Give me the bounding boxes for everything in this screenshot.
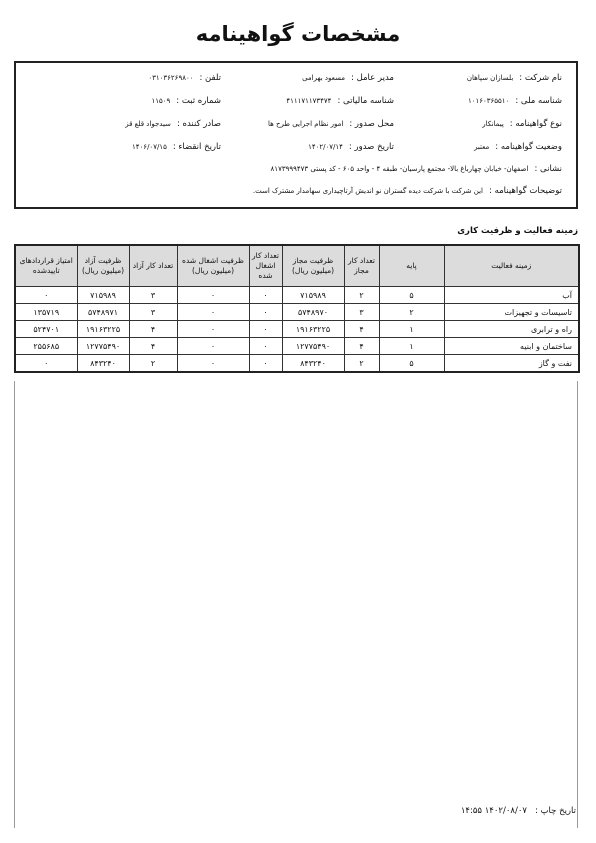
print-date-value: ۱۴۰۲/۰۸/۰۷ ۱۴:۵۵ <box>460 806 527 816</box>
header-activity-field: زمینه فعالیت <box>444 245 579 287</box>
cell-occupied-count: ۰ <box>249 304 282 321</box>
header-free-capacity: ظرفیت آزاد (میلیون ریال) <box>77 245 129 287</box>
header-occupied-capacity: ظرفیت اشغال شده (میلیون ریال) <box>177 245 249 287</box>
cert-type-label: نوع گواهینامه : <box>509 119 562 129</box>
company-name-label: نام شرکت : <box>519 73 562 83</box>
manager-label: مدیر عامل : <box>351 73 394 83</box>
issuer-field <box>125 119 221 129</box>
cert-status-value: معتبر <box>474 143 490 151</box>
activity-table-wrap <box>14 244 578 373</box>
cell-approved-score: ۱۳۵۷۱۹ <box>15 304 77 321</box>
national-id-value: ۱۰۱۶۰۳۶۵۵۱۰ <box>467 97 510 105</box>
cert-status-label: وضعیت گواهینامه : <box>495 142 562 152</box>
cell-occupied-capacity: ۰ <box>177 338 249 355</box>
cell-grade: ۵ <box>379 355 444 373</box>
cell-occupied-capacity: ۰ <box>177 287 249 304</box>
cell-activity: تاسیسات و تجهیزات <box>444 304 579 321</box>
header-grade: پایه <box>379 245 444 287</box>
company-name-field <box>467 73 562 83</box>
phone-field <box>148 73 221 83</box>
cell-allowed-count: ۴ <box>344 321 379 338</box>
address-label: نشانی : <box>534 164 562 174</box>
cell-free-count: ۲ <box>129 355 177 373</box>
manager-field <box>302 73 394 83</box>
cell-occupied-count: ۰ <box>249 338 282 355</box>
phone-value: ۰۳۱۰۳۶۲۶۹۸۰۰ <box>148 74 194 82</box>
issue-place-label: محل صدور : <box>349 119 394 129</box>
reg-no-label: شماره ثبت : <box>176 96 221 106</box>
cell-activity: نفت و گاز <box>444 355 579 373</box>
cell-allowed-capacity: ۱۹۱۶۳۲۲۵ <box>282 321 344 338</box>
expiry-date-label: تاریخ انقضاء : <box>172 142 221 152</box>
issuer-label: صادر کننده : <box>176 119 221 129</box>
manager-value: مسعود بهرامی <box>302 74 345 82</box>
certificate-info-box <box>14 61 578 209</box>
cell-allowed-count: ۳ <box>344 304 379 321</box>
description-value: این شرکت با شرکت دیده گستران نو اندیش آرتاچیداری سهامدار مشترک است. <box>252 187 483 195</box>
cell-free-capacity: ۷۱۵۹۸۹ <box>77 287 129 304</box>
cell-approved-score: ۰ <box>15 287 77 304</box>
cert-type-value: پیمانکار <box>482 120 504 128</box>
reg-no-field <box>151 96 221 106</box>
print-date-label: تاریخ چاپ : <box>534 806 576 816</box>
expiry-date-value: ۱۴۰۶/۰۷/۱۵ <box>132 143 167 151</box>
phone-label: تلفن : <box>199 73 221 83</box>
cell-occupied-count: ۰ <box>249 287 282 304</box>
issuer-value: سیدجواد قلع قز <box>125 120 171 128</box>
company-name-value: بلسازان سپاهان <box>466 74 514 82</box>
header-occupied-count: تعداد کار اشغال شده <box>249 245 282 287</box>
cell-approved-score: ۵۲۴۷۰۱ <box>15 321 77 338</box>
description-field <box>253 186 562 196</box>
header-allowed-count: تعداد کار مجاز <box>344 245 379 287</box>
expiry-date-field <box>132 142 221 152</box>
section-title: زمینه فعالیت و ظرفیت کاری <box>457 226 578 236</box>
page-frame <box>14 381 578 828</box>
table-row <box>15 287 579 304</box>
cell-free-count: ۳ <box>129 304 177 321</box>
cell-allowed-count: ۲ <box>344 287 379 304</box>
header-allowed-capacity: ظرفیت مجاز (میلیون ریال) <box>282 245 344 287</box>
issue-date-field <box>308 142 394 152</box>
cell-approved-score: ۲۵۵۶۸۵ <box>15 338 77 355</box>
cell-activity: آب <box>444 287 579 304</box>
cell-allowed-count: ۴ <box>344 338 379 355</box>
cell-free-capacity: ۱۲۷۷۵۴۹۰ <box>77 338 129 355</box>
reg-no-value: ۱۱۵۰۹ <box>151 97 171 105</box>
issue-date-label: تاریخ صدور : <box>348 142 394 152</box>
tax-id-field <box>286 96 394 106</box>
cell-grade: ۵ <box>379 287 444 304</box>
print-date-field <box>461 806 576 816</box>
address-value: اصفهان- خیابان چهارباغ بالا- مجتمع پارسیان- طبقه ۴ - واحد ۶۰۵ - کد پستی ۸۱۷۳۹۹۹۴۷۳ <box>270 165 529 173</box>
cell-activity: راه و ترابری <box>444 321 579 338</box>
tax-id-value: ۴۱۱۱۷۱۱۷۳۴۷۴ <box>286 97 332 105</box>
table-row <box>15 304 579 321</box>
national-id-label: شناسه ملی : <box>515 96 562 106</box>
table-row <box>15 321 579 338</box>
table-row <box>15 355 579 373</box>
cell-allowed-count: ۲ <box>344 355 379 373</box>
cell-allowed-capacity: ۷۱۵۹۸۹ <box>282 287 344 304</box>
page-title: مشخصات گواهینامه <box>195 22 401 46</box>
header-approved-score: امتیاز قراردادهای تاییدشده <box>15 245 77 287</box>
table-row <box>15 338 579 355</box>
cell-allowed-capacity: ۱۲۷۷۵۴۹۰ <box>282 338 344 355</box>
national-id-field <box>468 96 562 106</box>
cell-activity: ساختمان و ابنیه <box>444 338 579 355</box>
activity-table <box>14 244 580 373</box>
cell-allowed-capacity: ۵۷۴۸۹۷۰ <box>282 304 344 321</box>
cell-occupied-count: ۰ <box>249 355 282 373</box>
cell-occupied-capacity: ۰ <box>177 321 249 338</box>
cell-free-capacity: ۱۹۱۶۳۲۲۵ <box>77 321 129 338</box>
cell-grade: ۱ <box>379 338 444 355</box>
issue-place-value: امور نظام اجرایی طرح ها <box>267 120 344 128</box>
cell-free-count: ۳ <box>129 287 177 304</box>
cell-grade: ۲ <box>379 304 444 321</box>
cell-free-capacity: ۵۷۴۸۹۷۱ <box>77 304 129 321</box>
cell-free-count: ۴ <box>129 338 177 355</box>
issue-place-field <box>268 119 394 129</box>
cell-free-capacity: ۸۴۳۲۴۰ <box>77 355 129 373</box>
cell-occupied-capacity: ۰ <box>177 355 249 373</box>
cell-allowed-capacity: ۸۴۳۲۴۰ <box>282 355 344 373</box>
cell-grade: ۱ <box>379 321 444 338</box>
cert-status-field <box>474 142 562 152</box>
cert-type-field <box>482 119 562 129</box>
address-field <box>271 164 562 174</box>
description-label: توضیحات گواهینامه : <box>489 186 562 196</box>
issue-date-value: ۱۴۰۲/۰۷/۱۴ <box>308 143 343 151</box>
cell-occupied-capacity: ۰ <box>177 304 249 321</box>
cell-approved-score: ۰ <box>15 355 77 373</box>
table-header-row <box>15 245 579 287</box>
tax-id-label: شناسه مالیاتی : <box>337 96 394 106</box>
cell-free-count: ۴ <box>129 321 177 338</box>
cell-occupied-count: ۰ <box>249 321 282 338</box>
header-free-count: تعداد کار آزاد <box>129 245 177 287</box>
